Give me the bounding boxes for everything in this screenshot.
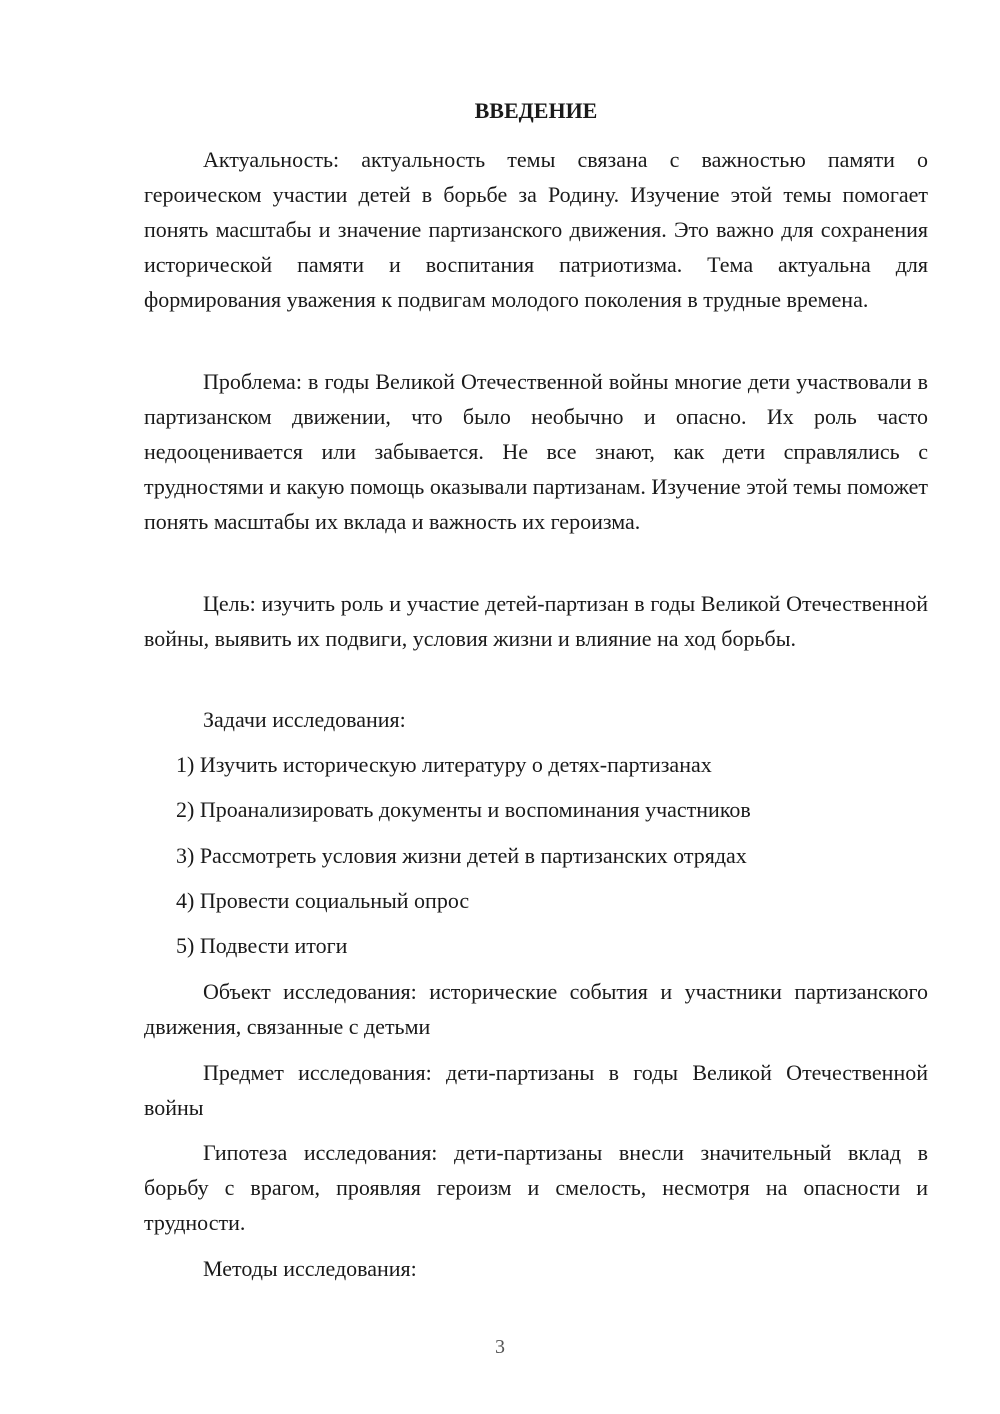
- page-number: 3: [495, 1336, 505, 1358]
- section-heading: ВВЕДЕНИЕ: [474, 98, 598, 123]
- goal-paragraph: Цель: изучить роль и участие детей-партизан в годы Великой Отечественной войны, выявить их подвиги, условия жизни и влияние на ход борьбы.: [144, 591, 928, 651]
- subject-paragraph: Предмет исследования: дети-партизаны в годы Великой Отечественной войны: [144, 1060, 928, 1120]
- methods-title: Методы исследования:: [203, 1256, 417, 1281]
- object-paragraph: Объект исследования: исторические события и участники партизанского движения, связанные с детьми: [144, 979, 928, 1039]
- task-item: 5) Подвести итоги: [176, 933, 348, 958]
- tasks-title: Задачи исследования:: [203, 707, 406, 732]
- task-item: 1) Изучить историческую литературу о детях-партизанах: [176, 752, 712, 777]
- problem-paragraph: Проблема: в годы Великой Отечественной войны многие дети участвовали в партизанском движении, что было необычно и опасно. Их роль часто недооценивается или забывается. Не все знают, как дети справлялись с трудностями и какую помощь оказывали партизанам. Изучение этой темы поможет понять масштабы их вклада и важность их героизма.: [144, 369, 928, 534]
- relevance-paragraph: Актуальность: актуальность темы связана с важностью памяти о героическом участии детей в борьбе за Родину. Изучение этой темы помогает понять масштабы и значение партизанского движения. Это важно для сохранения исторической памяти и воспитания патриотизма. Тема актуальна для формирования уважения к подвигам молодого поколения в трудные времена.: [144, 147, 928, 312]
- task-item: 3) Рассмотреть условия жизни детей в партизанских отрядах: [176, 843, 747, 868]
- task-item: 4) Провести социальный опрос: [176, 888, 470, 913]
- task-item: 2) Проанализировать документы и воспоминания участников: [176, 797, 751, 822]
- hypothesis-paragraph: Гипотеза исследования: дети-партизаны внесли значительный вклад в борьбу с врагом, проявляя героизм и смелость, несмотря на опасности и трудности.: [144, 1140, 928, 1235]
